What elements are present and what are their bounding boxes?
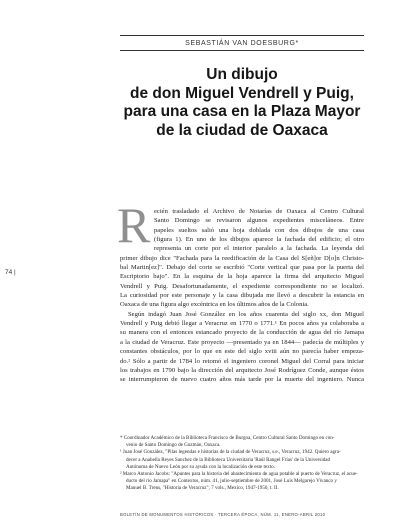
body-line: su manera con el entonces estancado proyecto de la conducción de agua del río Jamapa (120, 329, 364, 337)
body-line: constantes obstáculos, por lo que en este del siglo xviii aún no parecía haber empeza- (120, 348, 364, 356)
top-rule (120, 35, 364, 36)
footnote-line: * Coordinador Académico de la Biblioteca Francisco de Burgoa, Centro Cultural Santo Domingo en con- (120, 435, 335, 441)
body-line: a la ciudad de Veracruz. Este proyecto —presentado ya en 1844— padecía de múltiples y (120, 338, 364, 346)
body-line: Oaxaca de una figura algo excéntrica en los últimos años de la Colonia. (120, 301, 309, 309)
footnotes (120, 435, 364, 493)
footnote-line: ¹ Juan José González, "Pilas legendas e historias de la ciudad de Veracruz, s.e., Veracruz, 1942. Quiero agra- (120, 449, 341, 456)
title-line: de don Miguel Vendrell y Puig, (130, 84, 354, 102)
body-line: se interrumpieron de nuevo cuatro años más tarde por la muerte del ingeniero. Nunca (120, 376, 364, 384)
title-line: de la ciudad de Oaxaca (156, 121, 328, 139)
author-line: SEBASTIÁN VAN DOESBURG* (185, 40, 299, 47)
body-line: Santo Domingo se revisaron algunos expedientes misceláneos. Entre (154, 217, 364, 225)
body-line: primer dibujo dice "Fachada para la reedificación de la Casa del S[eñ]or D[o]n Christo- (120, 254, 364, 262)
journal-footer: BOLETÍN DE MONUMENTOS HISTÓRICOS · TERCERA ÉPOCA, NÚM. 11, ENERO-ABRIL 2010 (120, 512, 326, 517)
body-line: do.² Sólo a partir de 1784 lo retomó el ingeniero coronel Miguel del Corral para iniciar (120, 357, 364, 365)
footnote-line: decer a Anabella Reyes Sanchez de la Biblioteca Universitaria 'Raúl Rangel Frías' de la Universidad (126, 456, 331, 463)
footnote-line: ducto del río Jamapa" en Contextos, núm. 41, julio-septiembre de 2001, José Luis Melgarejo Vivanco y (126, 478, 337, 485)
title-line: Un dibujo (206, 66, 278, 83)
body-line: Escriptorio bajo". En la esquina de la hoja aparece la firma del arquitecto Miguel (120, 273, 364, 281)
body-line: ecién trasladado el Archivo de Notarías de Oaxaca al Centro Cultural (154, 208, 364, 215)
body-line: La curiosidad por este personaje y la casa dibujada me llevó a descubrir la estancia en (120, 292, 364, 300)
body-text (120, 207, 364, 385)
footnote-line: Manuel B. Trens, "Historia de Veracruz", 7 vols., Mexico, 1947-1950, t. II. (126, 485, 279, 492)
footnote-line: Autónoma de Nuevo León por su ayuda con la localización de este texto. (126, 463, 275, 470)
body-line: Según indagó Juan José González en los años cuarenta del siglo xx, don Miguel (128, 310, 364, 318)
body-line: bal Martin[ez]". Debajo del corte se escribió "Corte vertical que pasa por la puerta del (120, 264, 364, 272)
body-line: papeles sueltos salió una hoja doblada con dos dibujos de una casa (154, 226, 364, 234)
article-title (120, 66, 364, 140)
footnote-line: ² Marco Antonio Jacobs: "Apuntes para la historia del abastecimiento de agua potable al puerto de Veracruz, el acue- (120, 471, 358, 478)
drop-cap: R (117, 197, 151, 253)
body-line: (figura 1). En uno de los dibujos aparece la fachada del edificio; el otro (154, 236, 364, 244)
title-line: para una casa en la Plaza Mayor (123, 103, 361, 120)
body-line: Vendrell y Puig debió llegar a Veracruz en 1770 o 1771.¹ En pocos años ya colaboraba a (120, 320, 364, 328)
page-number: 74 | (5, 269, 16, 276)
body-line: los trabajos en 1790 bajo la dirección del arquitecto José Rodríguez Conde, aunque éstos (120, 366, 364, 374)
footnote-line: venio de Santo Domingo de Guzmán, Oaxaca. (126, 442, 221, 449)
body-line: Vendrell y Puig. Desafortunadamente, el expediente correspondiente no se localizó. (120, 282, 364, 290)
body-line: representa un corte por el interior paralelo a la fachada. La leyenda del (154, 245, 364, 253)
top-rule-lower (120, 50, 364, 51)
